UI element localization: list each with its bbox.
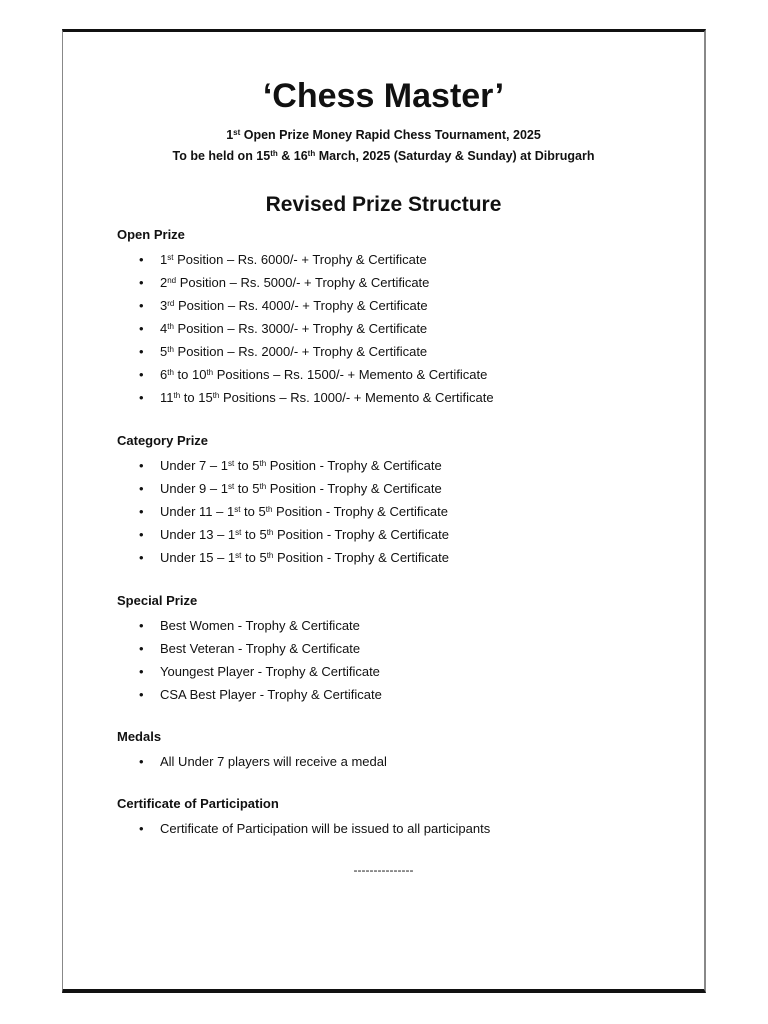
medals-list xyxy=(117,750,677,773)
list-item xyxy=(117,340,677,363)
text-span: 11 xyxy=(160,390,174,405)
bullet-icon: • xyxy=(139,344,144,359)
text-span: Under 15 – 1 xyxy=(160,550,236,565)
superscript: th xyxy=(265,504,273,514)
superscript: th xyxy=(266,527,274,537)
special-prize-section xyxy=(117,591,677,706)
bullet-icon: • xyxy=(139,504,144,519)
list-item xyxy=(117,477,677,500)
text-span: Positions – Rs. 1500/- + Memento & Certificate xyxy=(213,367,488,382)
medals-section xyxy=(117,727,677,773)
superscript: st xyxy=(167,252,174,262)
superscript: th xyxy=(266,550,274,560)
bullet-icon: • xyxy=(139,641,144,656)
certificate-list xyxy=(117,817,677,840)
superscript: st xyxy=(235,527,242,537)
superscript: th xyxy=(307,148,316,158)
text-span: 2 xyxy=(160,275,168,290)
text-span: Position - Trophy & Certificate xyxy=(273,550,449,565)
text-span: to 15 xyxy=(180,390,213,405)
list-item xyxy=(117,363,677,386)
text-span: 1 xyxy=(226,128,234,142)
list-item xyxy=(117,750,677,773)
superscript: th xyxy=(167,321,174,331)
list-item xyxy=(117,271,677,294)
open-prize-list xyxy=(117,248,677,409)
text-span: Position – Rs. 3000/- + Trophy & Certificate xyxy=(173,321,428,336)
bullet-icon: • xyxy=(139,458,144,473)
text-span: & 16 xyxy=(277,149,308,163)
text-span: Position - Trophy & Certificate xyxy=(266,458,442,473)
text-span: All Under 7 players will receive a medal xyxy=(160,754,387,769)
superscript: th xyxy=(212,390,220,400)
list-item xyxy=(117,454,677,477)
superscript: th xyxy=(259,481,267,491)
text-span: Position – Rs. 6000/- + Trophy & Certificate xyxy=(173,252,427,267)
list-item xyxy=(117,248,677,271)
text-span: Position - Trophy & Certificate xyxy=(272,504,448,519)
text-span: Position – Rs. 4000/- + Trophy & Certificate xyxy=(174,298,428,313)
list-item xyxy=(117,523,677,546)
superscript: th xyxy=(173,390,181,400)
bullet-icon: • xyxy=(139,252,144,267)
bullet-icon: • xyxy=(139,481,144,496)
category-prize-title: Category Prize xyxy=(117,433,209,448)
list-item xyxy=(117,386,677,409)
superscript: st xyxy=(234,504,241,514)
category-prize-section xyxy=(117,431,677,569)
text-span: to 10 xyxy=(173,367,207,382)
text-span: 4 xyxy=(160,321,168,336)
text-span: Position - Trophy & Certificate xyxy=(266,481,442,496)
text-span: Under 9 – 1 xyxy=(160,481,228,496)
superscript: th xyxy=(206,367,214,377)
text-span: Open Prize Money Rapid Chess Tournament, 2025 xyxy=(240,128,541,142)
superscript: nd xyxy=(167,275,177,285)
list-item xyxy=(117,546,677,569)
bullet-icon: • xyxy=(139,527,144,542)
bullet-icon: • xyxy=(139,664,144,679)
tournament-name xyxy=(63,125,704,145)
text-span: to 5 xyxy=(234,481,260,496)
superscript: th xyxy=(270,148,278,158)
text-span: Under 7 – 1 xyxy=(160,458,228,473)
bullet-icon: • xyxy=(139,367,144,382)
open-prize-title: Open Prize xyxy=(117,227,185,242)
superscript: th xyxy=(259,458,267,468)
end-separator: --------------- xyxy=(353,863,414,877)
text-span: 1 xyxy=(160,252,168,267)
superscript: rd xyxy=(167,298,175,308)
list-item xyxy=(117,660,677,683)
tournament-date-venue xyxy=(63,146,704,166)
text-span: 6 xyxy=(160,367,168,382)
bullet-icon: • xyxy=(139,390,144,405)
text-span: 3 xyxy=(160,298,168,313)
certificate-title: Certificate of Participation xyxy=(117,796,279,811)
text-span: To be held on 15 xyxy=(172,149,271,163)
open-prize-section xyxy=(117,225,677,409)
text-span: to 5 xyxy=(240,504,266,519)
bullet-icon: • xyxy=(139,321,144,336)
special-prize-list xyxy=(117,614,677,706)
text-span: Positions – Rs. 1000/- + Memento & Certificate xyxy=(219,390,494,405)
list-item xyxy=(117,500,677,523)
superscript: th xyxy=(167,344,174,354)
text-span: Best Women - Trophy & Certificate xyxy=(160,618,360,633)
text-span: Position – Rs. 2000/- + Trophy & Certificate xyxy=(173,344,428,359)
list-item xyxy=(117,817,677,840)
text-span: Under 13 – 1 xyxy=(160,527,236,542)
bullet-icon: • xyxy=(139,687,144,702)
text-span: to 5 xyxy=(234,458,260,473)
bullet-icon: • xyxy=(139,275,144,290)
bullet-icon: • xyxy=(139,550,144,565)
list-item xyxy=(117,637,677,660)
superscript: st xyxy=(235,550,242,560)
text-span: to 5 xyxy=(241,550,267,565)
special-prize-title: Special Prize xyxy=(117,593,198,608)
medals-title: Medals xyxy=(117,729,162,744)
text-span: Position – Rs. 5000/- + Trophy & Certificate xyxy=(176,275,430,290)
superscript: th xyxy=(167,367,174,377)
text-span: Under 11 – 1 xyxy=(160,504,235,519)
document-title: ‘Chess Master’ xyxy=(262,77,505,115)
superscript: st xyxy=(227,458,235,468)
text-span: Youngest Player - Trophy & Certificate xyxy=(160,664,380,679)
list-item xyxy=(117,683,677,706)
bullet-icon: • xyxy=(139,298,144,313)
bullet-icon: • xyxy=(139,754,144,769)
list-item xyxy=(117,317,677,340)
text-span: March, 2025 (Saturday & Sunday) at Dibrugarh xyxy=(315,149,595,163)
document-page xyxy=(62,29,706,993)
bullet-icon: • xyxy=(139,821,144,836)
text-span: Best Veteran - Trophy & Certificate xyxy=(160,641,361,656)
text-span: Position - Trophy & Certificate xyxy=(273,527,449,542)
text-span: Certificate of Participation will be issued to all participants xyxy=(160,821,491,836)
certificate-section xyxy=(117,794,677,840)
list-item xyxy=(117,294,677,317)
bullet-icon: • xyxy=(139,618,144,633)
list-item xyxy=(117,614,677,637)
text-span: 5 xyxy=(160,344,168,359)
text-span: CSA Best Player - Trophy & Certificate xyxy=(160,687,382,702)
category-prize-list xyxy=(117,454,677,569)
section-heading: Revised Prize Structure xyxy=(265,193,502,216)
text-span: to 5 xyxy=(241,527,267,542)
superscript: st xyxy=(233,127,241,137)
superscript: st xyxy=(227,481,235,491)
